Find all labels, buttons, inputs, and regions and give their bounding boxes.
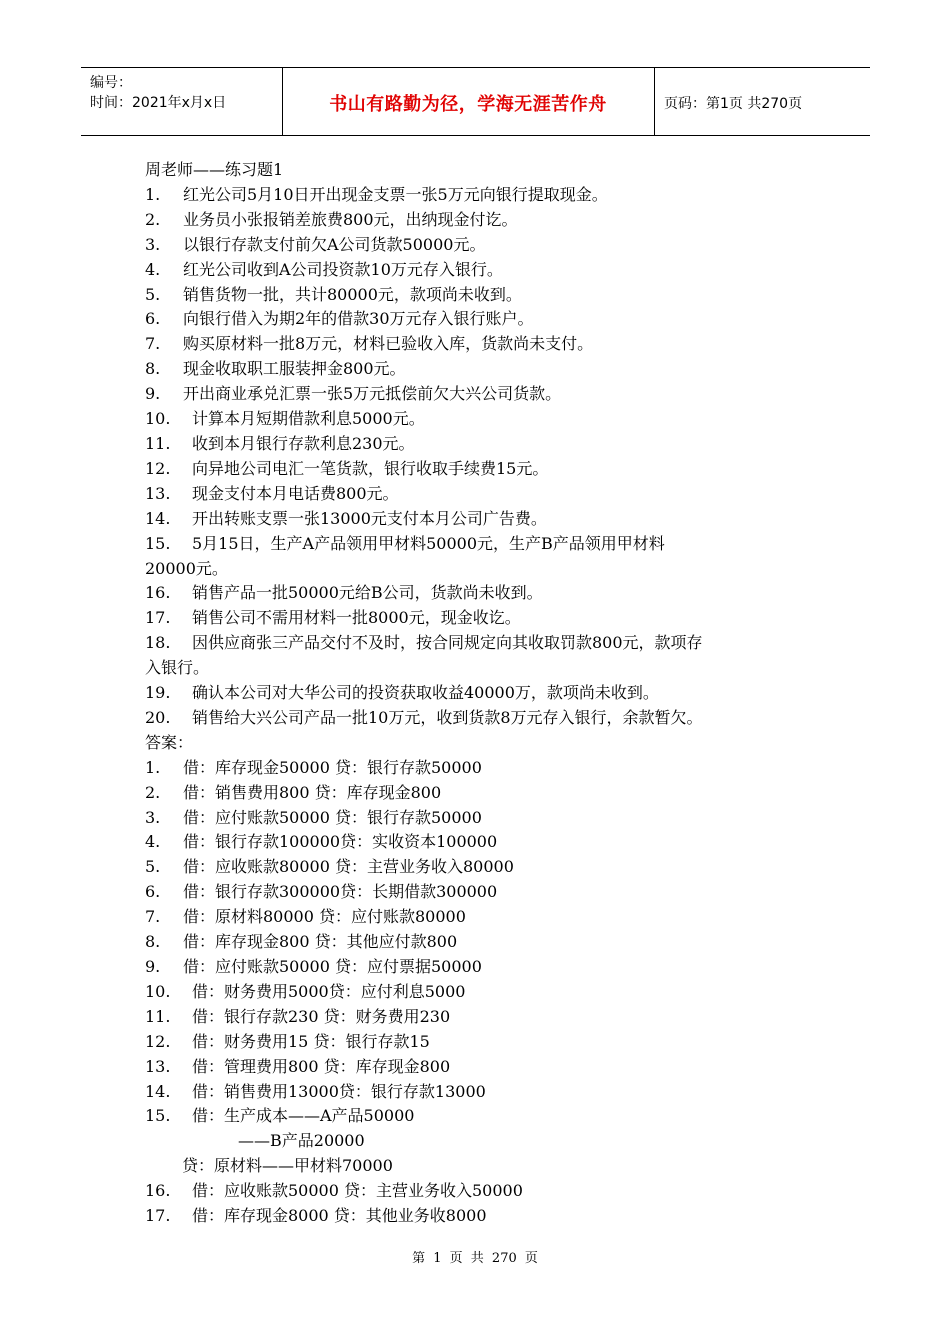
question-item-number: 5.	[145, 284, 161, 304]
question-item-number: 10.	[145, 409, 171, 429]
question-item-number: 7.	[145, 334, 161, 354]
answer-item-text: 借：应付账款50000 贷：银行存款50000	[183, 807, 482, 827]
question-item	[145, 307, 815, 332]
answer-item	[145, 1005, 815, 1030]
question-item-number: 14.	[145, 508, 171, 528]
answer-item-text: 借：银行存款300000贷：长期借款300000	[183, 882, 498, 902]
answer-item-number: 2.	[145, 782, 161, 802]
question-item-number: 20.	[145, 707, 171, 727]
answer-item	[145, 1080, 815, 1105]
question-item-text: 红光公司收到A公司投资款10万元存入银行。	[183, 259, 503, 279]
answer-item	[145, 955, 815, 980]
question-item-number: 9.	[145, 384, 161, 404]
question-item-number: 19.	[145, 683, 171, 703]
question-item-text: 购买原材料一批8万元，材料已验收入库，货款尚未支付。	[183, 334, 594, 354]
answer-item	[145, 1179, 815, 1204]
answer-item	[145, 781, 815, 806]
question-item	[145, 233, 815, 258]
answer-item-text: 借：财务费用5000贷：应付利息5000	[192, 981, 466, 1001]
answer-item	[145, 1055, 815, 1080]
question-item-text: 收到本月银行存款利息230元。	[192, 433, 415, 453]
header-divider	[654, 68, 655, 135]
question-item-number: 11.	[145, 433, 171, 453]
answer-item-number: 4.	[145, 832, 161, 852]
answer-item-number: 17.	[145, 1206, 171, 1226]
answer-item-text: 借：销售费用13000贷：银行存款13000	[192, 1081, 486, 1101]
question-item	[145, 631, 815, 656]
question-item	[145, 432, 815, 457]
question-item	[145, 482, 815, 507]
answer-item-text: 借：生产成本——A产品50000	[192, 1106, 415, 1126]
answer-item-number: 9.	[145, 957, 161, 976]
answer-item-text: 借：销售费用800 贷：库存现金800	[183, 782, 442, 802]
question-item-number: 17.	[145, 608, 171, 628]
question-item-text: 业务员小张报销差旅费800元，出纳现金付讫。	[183, 209, 518, 229]
question-item-number: 12.	[145, 458, 171, 478]
question-item	[145, 258, 815, 283]
answer-item-number: 12.	[145, 1031, 171, 1051]
question-item-text: 5月15日，生产A产品领用甲材料50000元，生产B产品领用甲材料	[192, 533, 665, 553]
question-item	[145, 706, 815, 731]
answer-item-text: 借：应付账款50000 贷：应付票据50000	[183, 957, 482, 976]
question-item-number: 15.	[145, 533, 171, 553]
question-item-number: 16.	[145, 583, 171, 603]
question-item-number: 8.	[145, 359, 161, 379]
question-item-number: 3.	[145, 234, 161, 254]
answer-item	[145, 830, 815, 855]
question-item-continuation: 20000元。	[145, 558, 228, 578]
question-item-text: 因供应商张三产品交付不及时，按合同规定向其收取罚款800元，款项存	[192, 633, 703, 653]
question-item-text: 销售产品一批50000元给B公司，货款尚未收到。	[192, 583, 543, 603]
question-item	[145, 681, 815, 706]
answer-item-number: 16.	[145, 1181, 171, 1201]
question-item-text: 向银行借入为期2年的借款30万元存入银行账户。	[183, 309, 534, 329]
answer-item-number: 5.	[145, 857, 161, 877]
answers-title: 答案：	[145, 732, 194, 752]
question-item	[145, 208, 815, 233]
answer-item-number: 14.	[145, 1081, 171, 1101]
answer-item-text: 借：管理费用800 贷：库存现金800	[192, 1056, 451, 1076]
answer-item	[145, 905, 815, 930]
answer-item-number: 11.	[145, 1006, 171, 1026]
question-item-text: 销售货物一批，共计80000元，款项尚未收到。	[183, 284, 522, 304]
answer-item	[145, 880, 815, 905]
question-item-number: 1.	[145, 184, 161, 204]
question-item-text: 销售公司不需用材料一批8000元，现金收讫。	[192, 608, 521, 628]
answer-item	[145, 756, 815, 781]
question-item	[145, 332, 815, 357]
question-item-text: 确认本公司对大华公司的投资获取收益40000万，款项尚未收到。	[192, 683, 659, 703]
page-footer: 第 1 页 共 270 页	[412, 1251, 538, 1266]
question-item	[145, 507, 815, 532]
question-item-text: 向异地公司电汇一笔货款，银行收取手续费15元。	[192, 458, 549, 478]
answer-item-text: 借：银行存款100000贷：实收资本100000	[183, 832, 498, 852]
answer-item-continuation: ——B产品20000	[238, 1131, 365, 1151]
answer-item-number: 8.	[145, 932, 161, 952]
answer-item-text: 借：原材料80000 贷：应付账款80000	[183, 907, 466, 927]
answer-item-text: 借：应收账款50000 贷：主营业务收入50000	[192, 1181, 523, 1201]
document-time: 时间：2021年x月x日	[90, 95, 227, 111]
question-item-number: 6.	[145, 309, 161, 329]
answer-item-number: 1.	[145, 757, 161, 777]
question-item	[145, 283, 815, 308]
answer-item-number: 13.	[145, 1056, 171, 1076]
answer-item	[145, 980, 815, 1005]
answer-item-number: 10.	[145, 981, 171, 1001]
answer-item-number: 7.	[145, 907, 161, 927]
question-item	[145, 407, 815, 432]
answer-item-text: 借：库存现金8000 贷：其他业务收8000	[192, 1206, 487, 1226]
answer-item-number: 15.	[145, 1106, 171, 1126]
question-item-number: 18.	[145, 633, 171, 653]
question-item-text: 计算本月短期借款利息5000元。	[192, 409, 425, 429]
answer-item-text: 借：应收账款80000 贷：主营业务收入80000	[183, 857, 514, 877]
question-item-text: 现金支付本月电话费800元。	[192, 483, 399, 503]
question-item-number: 2.	[145, 209, 161, 229]
answer-item-text: 借：银行存款230 贷：财务费用230	[192, 1006, 451, 1026]
answer-item-number: 3.	[145, 807, 161, 827]
header-meta	[90, 73, 226, 113]
exercise-title: 周老师——练习题1	[145, 160, 284, 179]
question-item-text: 开出商业承兑汇票一张5万元抵偿前欠大兴公司货款。	[183, 384, 562, 404]
answer-item	[145, 1030, 815, 1055]
header-page-info: 页码：第1页 共270页	[664, 96, 803, 112]
answer-item-number: 6.	[145, 882, 161, 902]
answer-item-text: 借：库存现金800 贷：其他应付款800	[183, 932, 458, 952]
question-item	[145, 183, 815, 208]
answer-list	[145, 756, 815, 1229]
answer-item	[145, 855, 815, 880]
document-code-label: 编号：	[90, 75, 132, 91]
header-motto: 书山有路勤为径，学海无涯苦作舟	[329, 94, 607, 115]
question-item	[145, 357, 815, 382]
answer-item-continuation: 贷：原材料——甲材料70000	[182, 1156, 393, 1176]
answer-item	[145, 806, 815, 831]
answer-item	[145, 930, 815, 955]
question-list	[145, 183, 815, 731]
question-item-text: 开出转账支票一张13000元支付本月公司广告费。	[192, 508, 547, 528]
question-item	[145, 581, 815, 606]
question-item-number: 4.	[145, 259, 161, 279]
question-item	[145, 606, 815, 631]
question-item-text: 以银行存款支付前欠A公司货款50000元。	[183, 234, 486, 254]
question-item-text: 红光公司5月10日开出现金支票一张5万元向银行提取现金。	[183, 184, 608, 204]
answer-item-text: 借：财务费用15 贷：银行存款15	[192, 1031, 430, 1051]
question-item-text: 现金收取职工服装押金800元。	[183, 359, 406, 379]
question-item-text: 销售给大兴公司产品一批10万元，收到货款8万元存入银行，余款暂欠。	[192, 707, 703, 727]
question-item	[145, 457, 815, 482]
answer-item-text: 借：库存现金50000 贷：银行存款50000	[183, 757, 482, 777]
question-item	[145, 532, 815, 557]
answer-item	[145, 1204, 815, 1229]
document-header	[81, 67, 870, 136]
question-item-continuation: 入银行。	[145, 658, 210, 678]
question-item	[145, 382, 815, 407]
question-item-number: 13.	[145, 483, 171, 503]
answer-item	[145, 1104, 815, 1129]
document-body	[145, 158, 815, 1229]
